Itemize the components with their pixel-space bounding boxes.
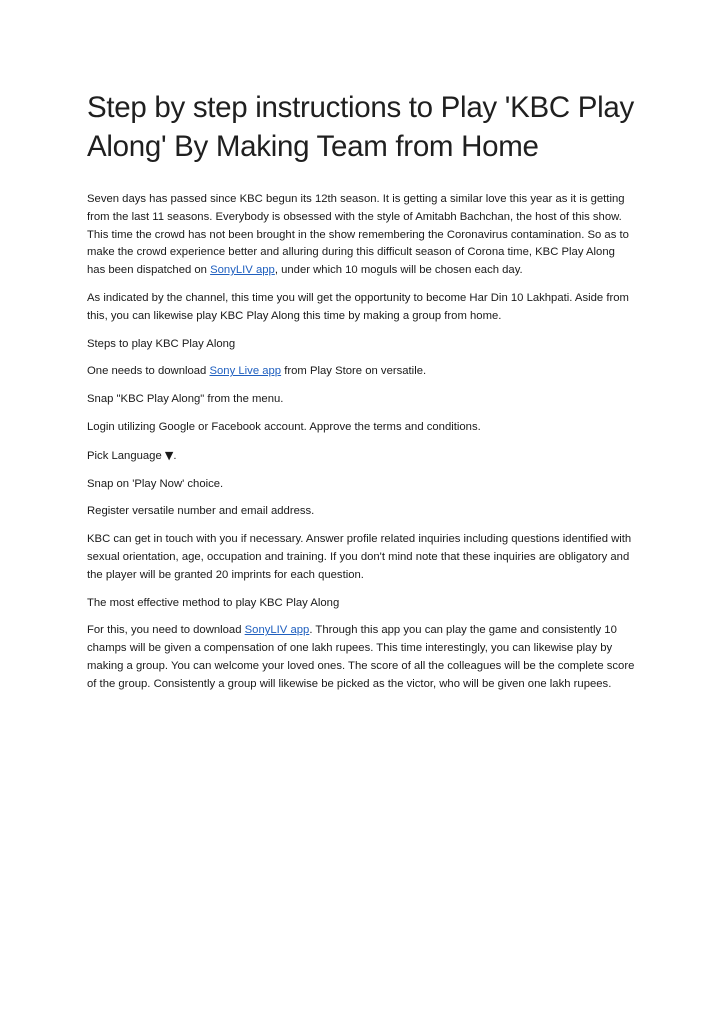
- step-play-now: Snap on 'Play Now' choice.: [87, 477, 224, 490]
- sonyliv-app-link[interactable]: SonyLIV app: [210, 264, 275, 277]
- step-profile-questions: KBC can get in touch with you if necessary. Answer profile related inquiries including questions identified with sexual orientation, age, occupation and training. If you don't mind note that these inquiries are obligatory and the player will be granted 20 imprints for each question.: [87, 533, 632, 581]
- intro-paragraph: [87, 191, 635, 280]
- document-title: Step by step instructions to Play 'KBC Play Along' By Making Team from Home: [87, 91, 634, 163]
- step1-text-after-link: from Play Store on versatile.: [281, 365, 427, 378]
- final-paragraph: [87, 622, 635, 693]
- step-pick-language: [87, 447, 635, 466]
- step-snap-menu: Snap "KBC Play Along" from the menu.: [87, 393, 284, 406]
- step1-text-before-link: One needs to download: [87, 365, 210, 378]
- method-heading: The most effective method to play KBC Play Along: [87, 596, 340, 609]
- step4-text: Pick Language: [87, 449, 165, 462]
- steps-heading: Steps to play KBC Play Along: [87, 337, 236, 350]
- document-body: [87, 88, 635, 704]
- sony-live-app-link[interactable]: Sony Live app: [209, 365, 282, 378]
- step4-suffix: .: [173, 449, 177, 462]
- step-download-app: [87, 363, 635, 381]
- final-text-after-link: . Through this app you can play the game and consistently 10 champs will be given a compensation of one lakh rupees. This time interestingly, you can likewise play by making a group. You can welcome your loved ones. The score of all the colleagues will be the complete score of the group. Consistently a group will likewise be picked as the victor, who will be given one lakh rupees.: [87, 624, 635, 690]
- triangle-down-icon: ▼: [164, 448, 174, 462]
- channel-paragraph: As indicated by the channel, this time you will get the opportunity to become Har Din 10 Lakhpati. Aside from this, you can likewise play KBC Play Along this time by making a group from home.: [87, 291, 629, 322]
- step-register: Register versatile number and email address.: [87, 505, 315, 518]
- step-login: Login utilizing Google or Facebook account. Approve the terms and conditions.: [87, 420, 481, 433]
- intro-text-after-link: , under which 10 moguls will be chosen each day.: [274, 264, 523, 277]
- sonyliv-app-link-2[interactable]: SonyLIV app: [244, 624, 310, 637]
- intro-text-before-link: Seven days has passed since KBC begun its 12th season. It is getting a similar love this year as it is getting from the last 11 seasons. Everybody is obsessed with the style of Amitabh Bachchan, the host of this show. This time the crowd has not been brought in the show remembering the Coronavirus contamination. So as to make the crowd experience better and alluring during this difficult season of Corona time, KBC Play Along has been dispatched on: [87, 193, 629, 277]
- final-text-before-link: For this, you need to download: [87, 624, 245, 637]
